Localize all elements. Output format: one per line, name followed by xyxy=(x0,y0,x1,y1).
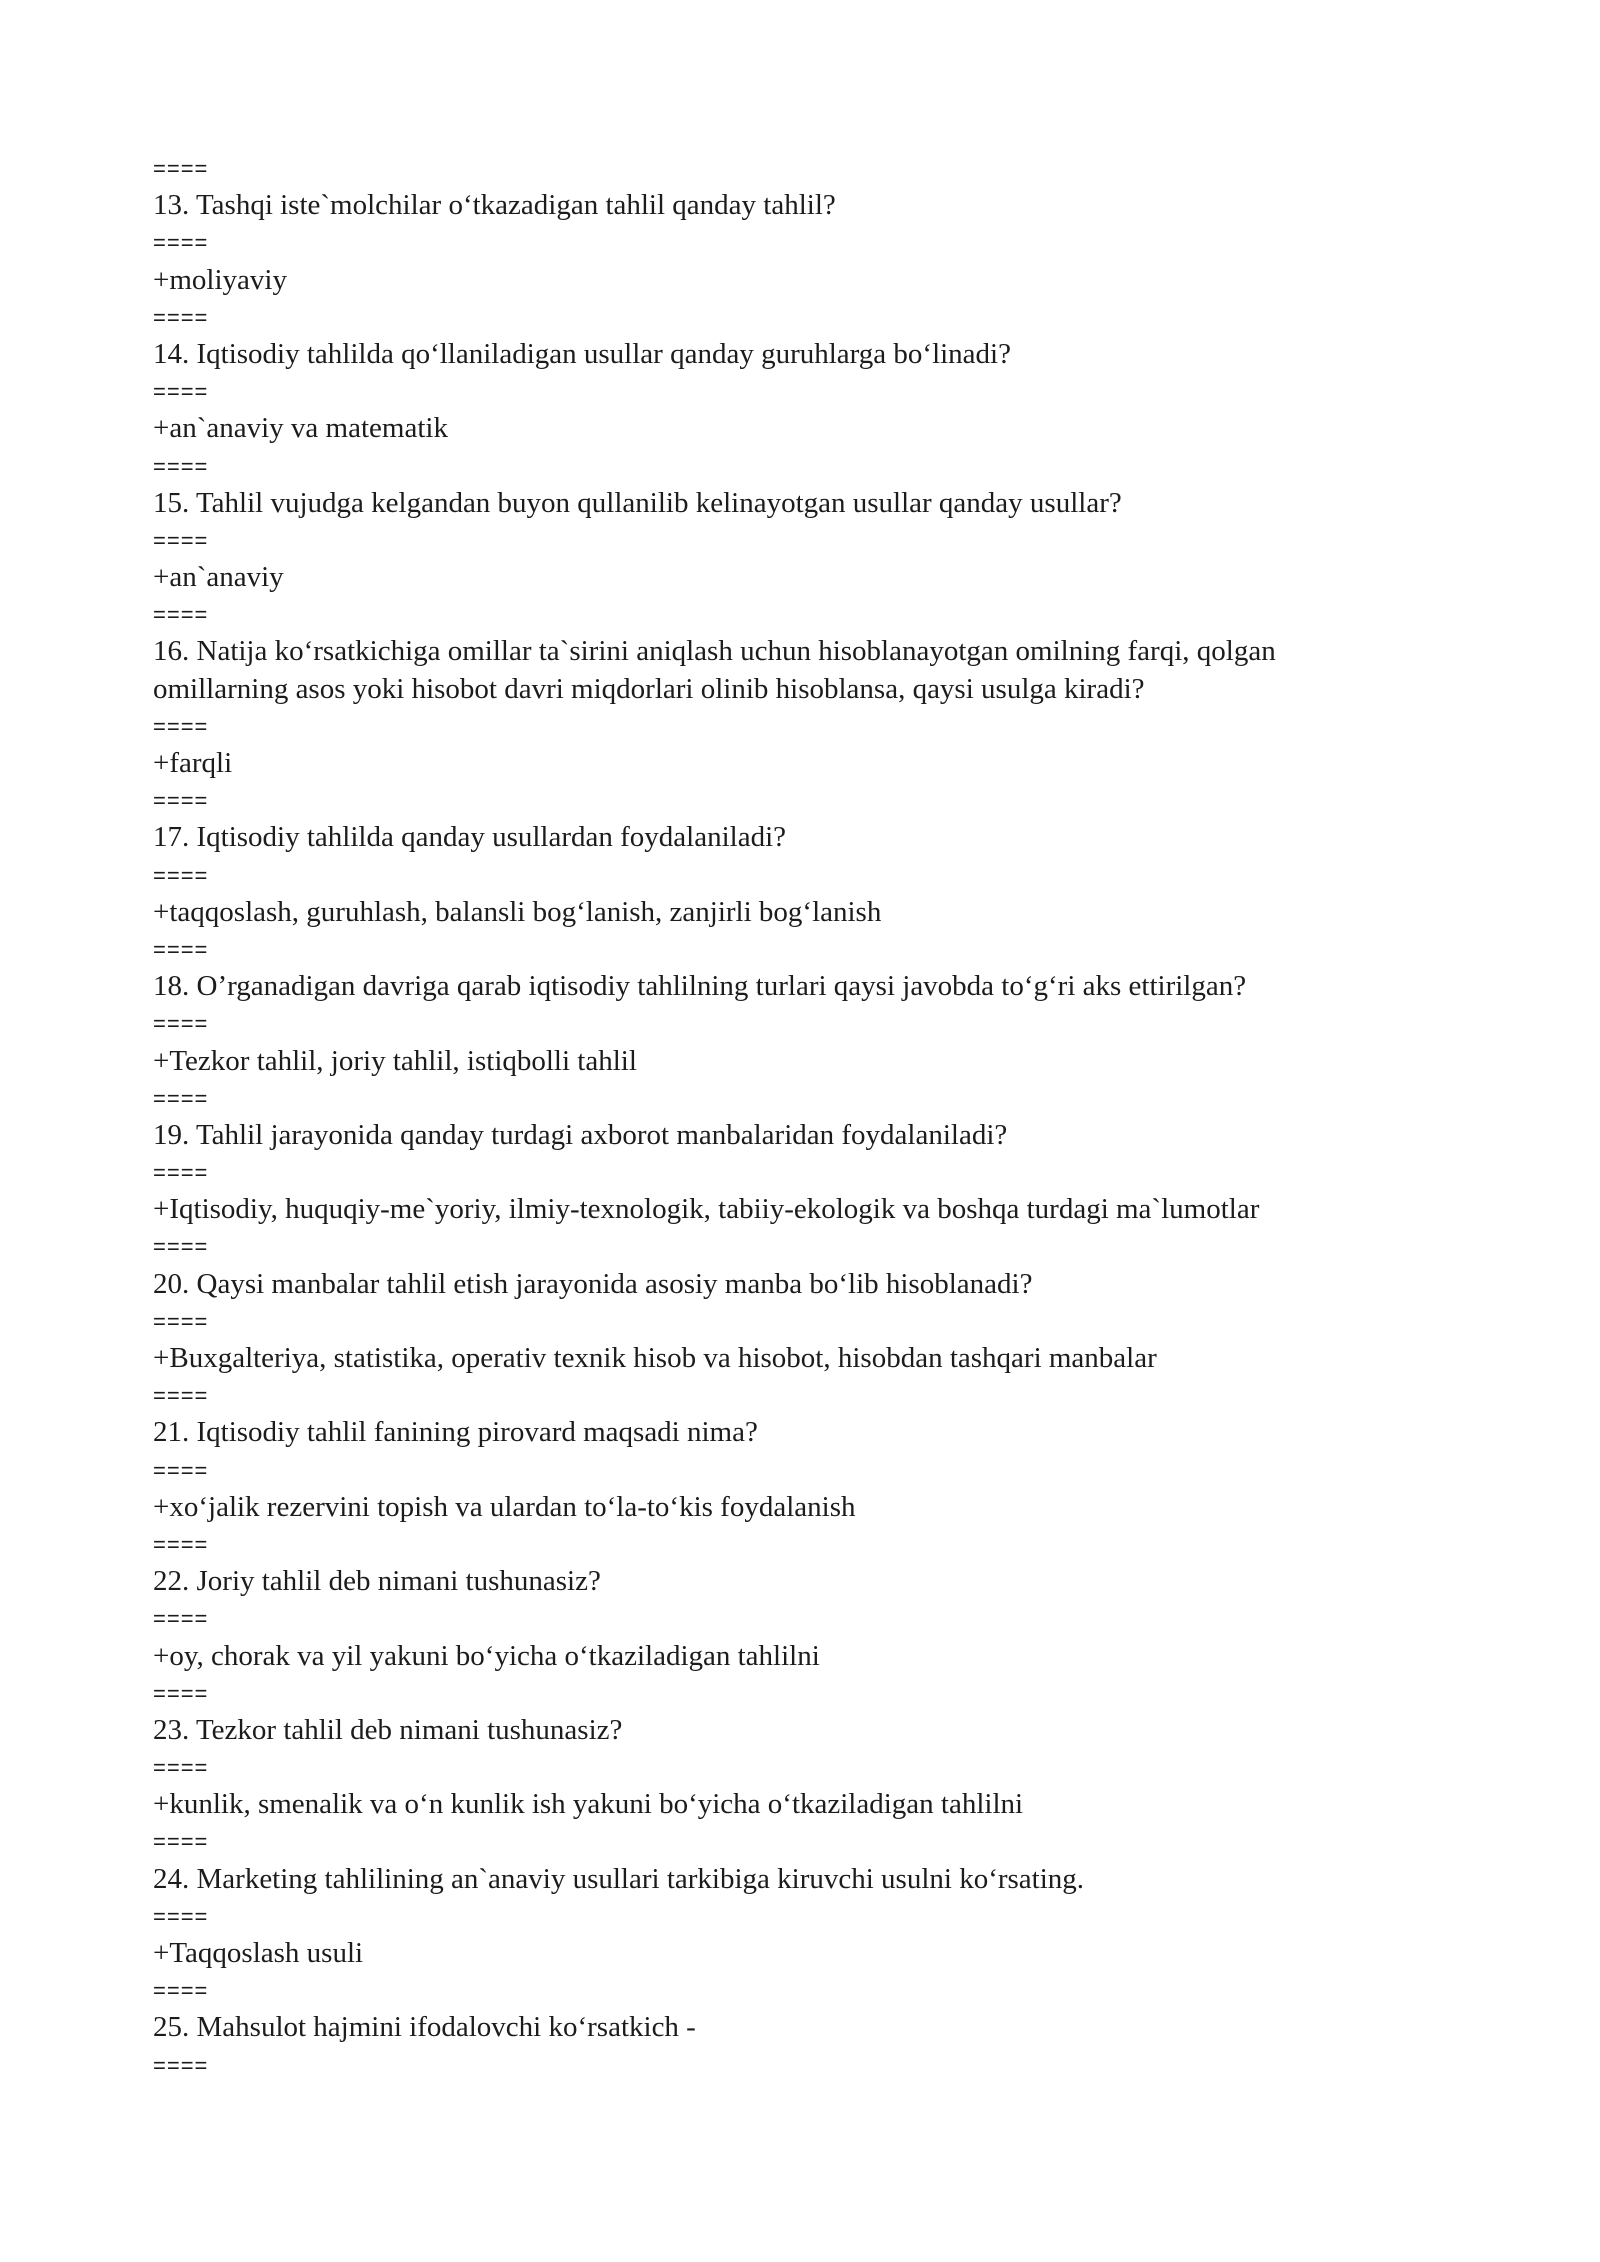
answer-14: +an`anaviy va matematik xyxy=(153,412,448,445)
answer-13: +moliyaviy xyxy=(153,263,287,296)
separator: ==== xyxy=(153,1606,209,1632)
answer-19: +Iqtisodiy, huquqiy-me`yoriy, ilmiy-texnologik, tabiiy-ekologik va boshqa turdagi ma`lumotlar xyxy=(153,1193,1260,1226)
answer-23: +kunlik, smenalik va o‘n kunlik ish yakuni bo‘yicha o‘tkaziladigan tahlilni xyxy=(153,1788,1024,1821)
question-21: 21. Iqtisodiy tahlil fanining pirovard maqsadi nima? xyxy=(153,1416,758,1449)
question-19: 19. Tahlil jarayonida qanday turdagi axborot manbalaridan foydalaniladi? xyxy=(153,1118,1008,1151)
separator: ==== xyxy=(153,1978,209,2004)
question-14: 14. Iqtisodiy tahlilda qo‘llaniladigan usullar qanday guruhlarga bo‘linadi? xyxy=(153,337,1011,370)
answer-20: +Buxgalteriya, statistika, operativ texnik hisob va hisobot, hisobdan tashqari manbalar xyxy=(153,1342,1157,1374)
separator: ==== xyxy=(153,1457,209,1483)
separator: ==== xyxy=(153,1903,209,1929)
question-15: 15. Tahlil vujudga kelgandan buyon qullanilib kelinayotgan usullar qanday usullar? xyxy=(153,486,1122,519)
answer-15: +an`anaviy xyxy=(153,561,284,594)
separator: ==== xyxy=(153,1680,209,1706)
separator: ==== xyxy=(153,1160,209,1186)
answer-18: +Tezkor tahlil, joriy tahlil, istiqbolli tahlil xyxy=(153,1044,637,1077)
separator: ==== xyxy=(153,602,209,628)
answer-24: +Taqqoslash usuli xyxy=(153,1937,364,1969)
question-16: 16. Natija ko‘rsatkichiga omillar ta`sirini aniqlash uchun hisoblanayotgan omilning farqi, qolgan xyxy=(153,635,1276,668)
separator: ==== xyxy=(153,304,209,330)
separator: ==== xyxy=(153,527,209,553)
question-17: 17. Iqtisodiy tahlilda qanday usullardan foydalaniladi? xyxy=(153,821,787,854)
separator: ==== xyxy=(153,1234,209,1260)
separator: ==== xyxy=(153,379,209,405)
answer-16: +farqli xyxy=(153,747,233,779)
question-20: 20. Qaysi manbalar tahlil etish jarayonida asosiy manba bo‘lib hisoblanadi? xyxy=(153,1267,1033,1300)
question-25: 25. Mahsulot hajmini ifodalovchi ko‘rsatkich - xyxy=(153,2011,696,2044)
separator: ==== xyxy=(153,1085,209,1111)
separator: ==== xyxy=(153,1308,209,1334)
separator: ==== xyxy=(153,1011,209,1037)
answer-21: +xo‘jalik rezervini topish va ulardan to‘la-to‘kis foydalanish xyxy=(153,1490,856,1523)
separator: ==== xyxy=(153,1829,209,1855)
separator: ==== xyxy=(153,713,209,739)
separator: ==== xyxy=(153,936,209,962)
separator: ==== xyxy=(153,1755,209,1781)
separator: ==== xyxy=(153,1531,209,1557)
separator: ==== xyxy=(153,156,209,181)
answer-17: +taqqoslash, guruhlash, balansli bog‘lanish, zanjirli bog‘lanish xyxy=(153,895,882,928)
separator: ==== xyxy=(153,1383,209,1409)
separator: ==== xyxy=(153,788,209,814)
question-13: 13. Tashqi iste`molchilar o‘tkazadigan tahlil qanday tahlil? xyxy=(153,189,836,222)
answer-22: +oy, chorak va yil yakuni bo‘yicha o‘tkaziladigan tahlilni xyxy=(153,1639,820,1672)
question-23: 23. Tezkor tahlil deb nimani tushunasiz? xyxy=(153,1713,623,1746)
question-16-continued: omillarning asos yoki hisobot davri miqdorlari olinib hisoblansa, qaysi usulga kiradi? xyxy=(153,672,1145,705)
separator: ==== xyxy=(153,230,209,256)
question-18: 18. O’rganadigan davriga qarab iqtisodiy tahlilning turlari qaysi javobda to‘g‘ri aks ettirilgan? xyxy=(153,970,1247,1003)
document-page xyxy=(153,150,1443,2084)
question-22: 22. Joriy tahlil deb nimani tushunasiz? xyxy=(153,1565,601,1598)
question-24: 24. Marketing tahlilining an`anaviy usullari tarkibiga kiruvchi usulni ko‘rsating. xyxy=(153,1862,1085,1895)
separator: ==== xyxy=(153,2052,209,2078)
separator: ==== xyxy=(153,453,209,479)
separator: ==== xyxy=(153,862,209,888)
